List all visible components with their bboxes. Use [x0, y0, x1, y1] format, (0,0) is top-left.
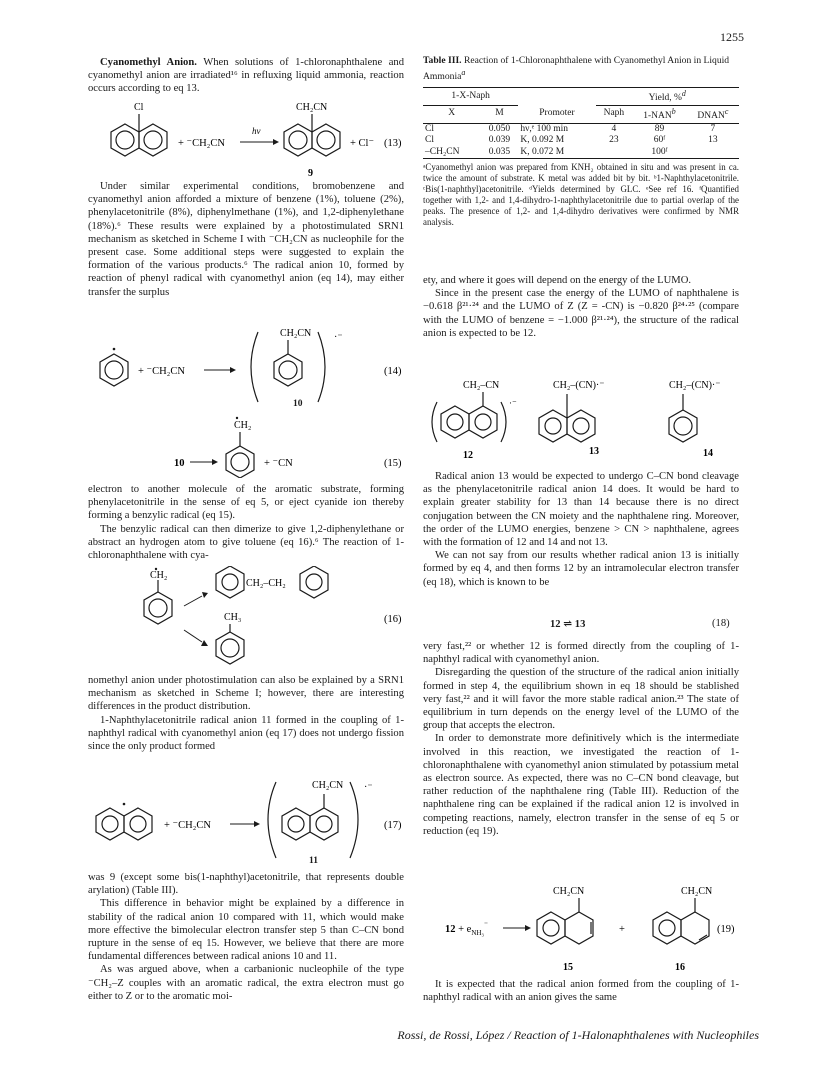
svg-text:·⁻: ·⁻ [509, 398, 517, 408]
table-cell: 100ᶠ [651, 146, 668, 157]
table-cell [596, 147, 633, 159]
naphthylacetonitrile-structure [282, 794, 338, 840]
naphthyl-radical-structure [96, 808, 152, 840]
substituent-label: CH₂–CN [463, 380, 500, 391]
table-cell: K, 0.072 M [520, 146, 565, 157]
table-footnotes: ᵃCyanomethyl anion was prepared from KNH₂ obtained in situ and was present in ca. twice the amount of substrate. K metal was added bit by bit. ᵇ1-Naphthylacetonitrile. ᶜBis(1-naphthyl)acetonitrile. ᵈYields determined by GLC. ᵉSee ref 16. ᶠQuantified together with 1,2- and 1,4-dihydro-1-naphthylacetonitrile due to partial overlap of the peaks. The presence of 1,2- and 1,4-dihydro derivatives were confirmed by NMR analysis. [423, 162, 739, 227]
paragraph-text: nomethyl anion under photostimulation can also be explained by a SRN1 mechanism as sketched in Scheme I; however, there are interesting differences in the product distribution. [88, 675, 404, 713]
paragraph-text: electron to another molecule of the aromatic substrate, forming phenylacetonitrile in the sense of eq 5, or eject cyanide ion thereby forming a benzylic radical (eq 15). [88, 484, 404, 522]
substituent-label: CH₂CN [312, 780, 344, 791]
substituent-label: CH₂CN [553, 886, 585, 897]
table-cell: –CH₂CN [425, 146, 460, 157]
bridge-label: CH₂–CH₂ [246, 578, 286, 589]
benzene-structure [274, 340, 302, 386]
equation-number: (16) [384, 614, 402, 625]
hv-label: hν [252, 126, 261, 136]
dihydronaphthalene-16 [653, 898, 709, 944]
dihydronaphthalene-15 [537, 898, 593, 944]
substituent-label: CH₂CN [296, 102, 328, 113]
table-cell: hν,ᵉ 100 min [520, 123, 569, 134]
table-title: Table III. Reaction of 1-Chloronaphthalene with Cyanomethyl Anion in Liquid Ammonia$^a$ [423, 55, 730, 83]
structure-13 [539, 394, 595, 442]
table-cell: 89 [654, 123, 665, 134]
compound-label: 9 [308, 168, 313, 178]
phenyl-radical-structure [100, 354, 128, 386]
paragraph-text: It is expected that the radical anion formed from the coupling of 1-naphthyl radical with an anion gives the same [423, 979, 739, 1004]
paragraph-text: very fast,²² or whether 12 is formed directly from the coupling of 1-naphthyl radical with cyanomethyl anion. [423, 641, 739, 666]
right-column-para-3 [423, 640, 739, 838]
table-header-cell: DNAN$^c$ [697, 106, 729, 121]
paragraph-text: This difference in behavior might be explained by a difference in stability of the radical anion 10 compared with 11, which would make more effective the bimolecular electron transfer step 5 than C–CN bond rupture in the sense of eq 15. However, we believe that there are more fundamental differences between radical anions 10 and 11. [88, 898, 404, 963]
paragraph-text: In order to demonstrate more definitively which is the intermediate involved in this reaction, we investigated the reaction of 1-chloronaphthalene with cyanomethyl anion stimulated by potassium metal as electron source. As expected, there was no C–CN bond cleavage, but rather reduction of the naphthalene ring (Table III). Reduction of the naphthalene ring can be explained if the radical anion 12 is involved in competing reactions, namely, electron transfer in the sense of eq 5 or reduction (eq 19). [423, 733, 739, 837]
table-header-cell: Promoter [539, 108, 575, 119]
paragraph-text: Disregarding the question of the structure of the radical anion initially formed in step 4, the equilibrium shown in eq 18 should be stablished very fast,²² and it will favor the more stable radical anion.²³ The state of equilibrium in turn depends on the energy level of the LUMO of the group that accepts the electron. [423, 667, 739, 732]
table-header-cell: M [495, 108, 504, 119]
structures-12-13-14 [423, 376, 743, 460]
reactant-label: 10 [174, 458, 185, 469]
equation-13-figure [88, 96, 408, 178]
naphthalene-product-structure [284, 114, 340, 156]
byproduct-text: + ⁻CN [264, 458, 293, 469]
left-column-para-3 [88, 483, 404, 562]
table-header-cell: 1-NAN$^b$ [643, 106, 676, 121]
svg-text:12 + eNH₃⁻: $12 + e_{NH_3}^{^-}$ [445, 920, 489, 937]
substituent-label: CH₂–(CN)·⁻ [669, 380, 721, 391]
substituent-label: CH₂ [150, 570, 168, 581]
equation-19-figure [423, 882, 743, 974]
radical-anion-charge: ·⁻ [334, 332, 343, 343]
table-cell: 0.050 [488, 123, 511, 134]
reagent-text: + ⁻CH₂CN [164, 820, 211, 831]
equation-number: (14) [384, 366, 402, 377]
table-iii [423, 55, 739, 228]
table-header-cell: X [448, 108, 456, 119]
substituent-label: Cl [134, 102, 144, 113]
compound-label: 11 [309, 856, 318, 866]
compound-label: 14 [703, 448, 713, 459]
equation-14-figure [88, 322, 408, 408]
substituent-label: CH₂–(CN)·⁻ [553, 380, 605, 391]
equation-number: (18) [712, 618, 730, 629]
table-cell [687, 147, 739, 159]
equation-number: (15) [384, 458, 402, 469]
table-cell: 7 [710, 123, 716, 134]
reagent-text: + ⁻CH₂CN [178, 138, 225, 149]
substituent-label: CH₂CN [681, 886, 713, 897]
equation-16-figure [88, 566, 408, 670]
compound-label: 12 [463, 450, 473, 460]
structure-14 [669, 394, 697, 442]
equation-number: (19) [717, 924, 735, 935]
table-cell: 0.039 [488, 135, 511, 145]
paragraph-text: As was argued above, when a carbanionic nucleophile of the type ⁻CH₂–Z couples with an aromatic radical, the extra electron must go either to Z or to the aromatic moi- [88, 964, 404, 1002]
substituent-label: CH₂ [234, 420, 252, 431]
table-cell: 23 [609, 135, 619, 145]
equation-18: 12 ⇌ 13 [550, 619, 586, 630]
paragraph-text: The benzylic radical can then dimerize to give 1,2-diphenylethane or abstract an hydrogen atom to give toluene (eq 16).⁶ The reaction of 1-chloronaphthalene with cya- [88, 523, 404, 562]
byproduct-text: + Cl⁻ [350, 138, 375, 149]
paragraph-text: 1-Naphthylacetonitrile radical anion 11 formed in the coupling of 1-naphthyl radical with cyanomethyl anion (eq 17) does not undergo fission since the only product formed [88, 714, 404, 753]
left-column-para-5 [88, 871, 404, 1003]
table-body [423, 87, 739, 159]
equation-number: (13) [384, 138, 402, 149]
table-cell: Cl [425, 135, 434, 145]
running-footer: Rossi, de Rossi, López / Reaction of 1-Halonaphthalenes with Nucleophiles [397, 1028, 759, 1042]
table-cell: 13 [708, 135, 718, 145]
paragraph-text: Radical anion 13 would be expected to undergo C–CN bond cleavage as the phenylacetonitrile radical anion 14 does. It would be hard to explain greater stability for 13 than 14 because there is no direct conjugation between the CN moiety and the naphthalene ring. Moreover, the order of the LUMO energies, benzene > CN > naphthalene, agrees with the formation of 12 and 14 and not 13. [423, 471, 739, 549]
benzyl-radical-structure [144, 580, 172, 624]
paragraph-text: Under similar experimental conditions, bromobenzene and cyanomethyl anion afforded a mixture of benzene (1%), toluene (2%), phenylacetonitrile (8%), diphenylmethane (1%), and 1,2-diphenylethane (18%).⁶ These results were explained by a photostimulated SRN1 mechanism as sketched in Scheme I with ⁻CH₂CN as nucleophile for the present case. Some additional steps were suggested to explain the formation of the various products.⁶ The radical anion 10, formed by reaction of phenyl radical with cyanomethyl anion (eq 14), may either transfer the surplus [88, 181, 404, 298]
table-cell: K, 0.092 M [520, 135, 565, 145]
structure-12 [441, 392, 497, 438]
paragraph-text: When solutions of 1-chloronaphthalene and cyanomethyl anion are irradiated¹⁶ in refluxing liquid ammonia, reaction occurs according to eq 13. [88, 57, 404, 95]
right-column-para-1 [423, 274, 739, 340]
benzyl-radical-structure [226, 432, 254, 478]
equation-15-figure [88, 414, 408, 478]
paragraph-text: was 9 (except some bis(1-naphthyl)acetonitrile, that represents double arylation) (Table III). [88, 872, 404, 897]
paragraph-text: Since in the present case the energy of the LUMO of naphthalene is −0.618 β²¹·²⁴ and the LUMO of Z (Z = -CN) is −0.820 β²⁴·²⁵ (compare with the LUMO of benzene = −1.000 β²¹·²⁴), the structure of the radical anion is expected to be 12. [423, 288, 739, 339]
substituent-label: CH₃ [224, 612, 242, 623]
compound-label: 13 [589, 446, 599, 457]
table-group-header: 1-X-Naph [423, 88, 518, 106]
toluene-structure [216, 624, 244, 664]
right-column-para-4 [423, 978, 739, 1004]
paragraph-text: ety, and where it goes will depend on the energy of the LUMO. [423, 275, 692, 286]
table-cell: Cl [425, 123, 434, 134]
compound-label: 16 [675, 962, 685, 973]
table-row [423, 147, 739, 159]
equation-17-figure [88, 774, 408, 860]
paragraph-text: We can not say from our results whether radical anion 13 is initially formed by eq 4, and then forms 12 by an intramolecular electron transfer (eq 18), which is known to be [423, 550, 739, 588]
radical-anion-charge: ·⁻ [364, 782, 373, 793]
table-group-header: Yield, %$^d$ [596, 88, 739, 106]
substituent-label: CH₂CN [280, 328, 312, 339]
compound-label: 10 [293, 399, 303, 409]
left-column-para-4 [88, 674, 404, 753]
compound-label: 15 [563, 962, 573, 973]
reagent-text: + ⁻CH₂CN [138, 366, 185, 377]
section-heading: Cyanomethyl Anion. [100, 57, 197, 68]
left-column-para-2 [88, 180, 404, 299]
table-row [423, 135, 739, 147]
naphthalene-structure [111, 114, 167, 156]
left-column-para-1 [88, 56, 404, 96]
plus-sign: + [619, 924, 625, 935]
table-cell: 0.035 [488, 146, 511, 157]
equation-number: (17) [384, 820, 402, 831]
table-cell: 60ᶠ [653, 135, 666, 145]
page-number: 1255 [720, 30, 744, 44]
table-row [423, 123, 739, 135]
right-column-para-2 [423, 470, 739, 589]
table-header-cell: Naph [603, 108, 625, 119]
table-cell: 4 [611, 123, 617, 134]
